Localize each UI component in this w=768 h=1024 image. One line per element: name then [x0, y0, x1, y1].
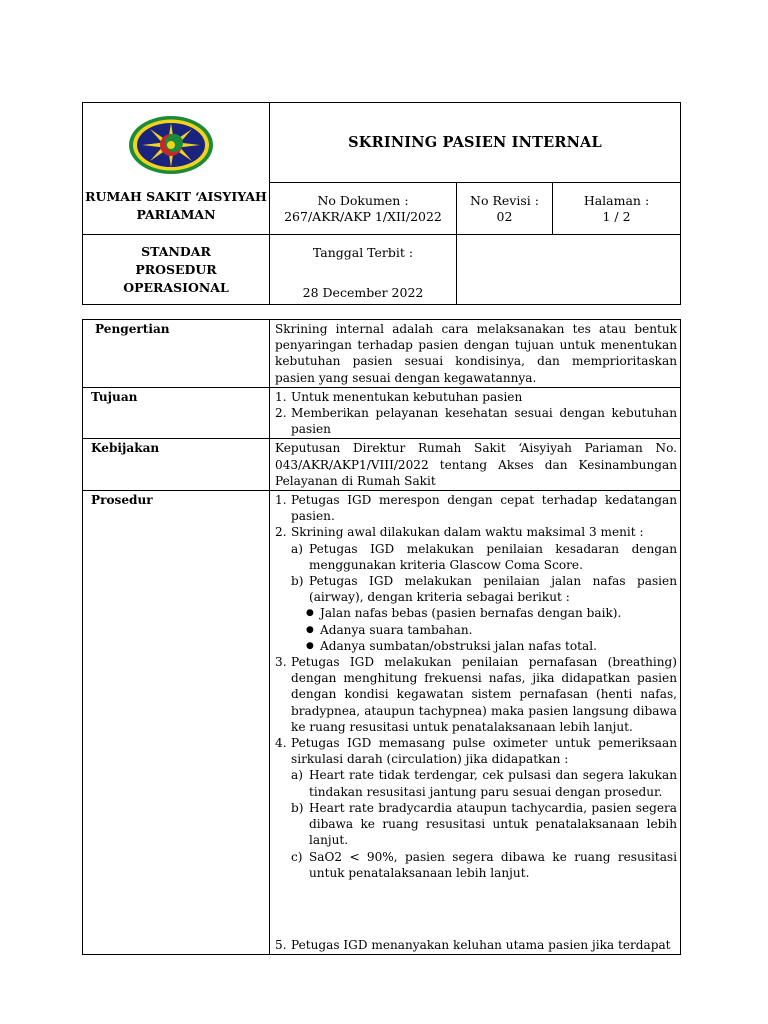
hospital-name-line1: RUMAH SAKIT ‘AISYIYAH — [85, 189, 267, 204]
item-number: 3. — [275, 655, 287, 670]
bullet-item — [275, 605, 677, 621]
row-tujuan — [83, 387, 681, 439]
item-number: 4. — [275, 736, 287, 751]
item-text: Skrining awal dilakukan dalam waktu maksimal 3 menit : — [291, 525, 644, 540]
sub-item-text: Heart rate tidak terdengar, cek pulsasi dan segera lakukan tindakan resusitasi jantung paru sesuai dengan prosedur. — [309, 768, 677, 799]
hospital-identity-cell — [83, 103, 270, 235]
sub-item — [275, 849, 677, 881]
item-text: Memberikan pelayanan kesehatan sesuai dengan kebutuhan pasien — [291, 406, 677, 437]
no-revisi-value: 02 — [496, 208, 513, 224]
no-dokumen-cell — [270, 183, 457, 235]
document-title: SKRINING PASIEN INTERNAL — [270, 103, 681, 183]
item-text: Petugas IGD melakukan penilaian pernafasan (breathing) dengan menghitung frekuensi nafas, jika didapatkan pasien dengan kondisi kegawatan sistem pernafasan (henti nafas, bradypnea, ataupun tachypnea) maka pasien langsung dibawa ke ruang resusitasi untuk penatalaksanaan lebih lanjut. — [291, 655, 677, 734]
sub-item-letter: c) — [291, 849, 303, 864]
prosedur-label: Prosedur — [83, 491, 270, 955]
list-item — [275, 405, 677, 437]
sop-line1: STANDAR — [141, 243, 211, 259]
sub-item-letter: a) — [291, 768, 303, 783]
prosedur-content — [270, 491, 681, 955]
item-number: 2. — [275, 525, 287, 540]
tujuan-label: Tujuan — [83, 387, 270, 439]
sub-item-letter: b) — [291, 574, 304, 589]
sub-item-text: Petugas IGD melakukan penilaian jalan nafas pasien (airway), dengan kriteria sebagai berikut : — [309, 574, 677, 605]
kebijakan-label: Kebijakan — [83, 439, 270, 491]
bullet-icon: ● — [306, 608, 314, 619]
tanggal-terbit-label: Tanggal Terbit : — [312, 245, 414, 260]
sub-item — [275, 573, 677, 605]
bullet-item — [275, 638, 677, 654]
bullet-icon: ● — [306, 640, 314, 651]
empty-cell — [457, 235, 681, 305]
item-number: 1. — [275, 389, 287, 404]
bullet-text: Adanya suara tambahan. — [320, 622, 473, 637]
blank-spacer — [275, 881, 677, 937]
bullet-icon: ● — [306, 624, 314, 635]
row-kebijakan — [83, 439, 681, 491]
tujuan-content — [270, 387, 681, 439]
row-pengertian — [83, 320, 681, 388]
sub-item-text: Petugas IGD melakukan penilaian kesadaran dengan menggunakan kriteria Glascow Coma Score. — [309, 541, 677, 572]
item-text: Petugas IGD memasang pulse oximeter untuk pemeriksaan sirkulasi darah (circulation) jika didapatkan : — [291, 736, 677, 767]
bullet-text: Adanya sumbatan/obstruksi jalan nafas total. — [320, 638, 597, 653]
sop-line3: OPERASIONAL — [123, 279, 229, 295]
halaman-label: Halaman : — [583, 192, 650, 208]
item-number: 5. — [275, 937, 287, 952]
bullet-text: Jalan nafas bebas (pasien bernafas dengan baik). — [320, 606, 622, 621]
list-item — [275, 389, 677, 405]
item-number: 1. — [275, 493, 287, 508]
sub-item-letter: b) — [291, 800, 304, 815]
item-text: Untuk menentukan kebutuhan pasien — [291, 389, 523, 404]
item-text: Petugas IGD merespon dengan cepat terhadap kedatangan pasien. — [291, 493, 677, 524]
sub-item — [275, 800, 677, 849]
bullet-item — [275, 622, 677, 638]
sop-cell — [83, 235, 270, 305]
item-text: Petugas IGD menanyakan keluhan utama pasien jika terdapat — [291, 937, 671, 952]
sub-item-text: Heart rate bradycardia ataupun tachycardia, pasien segera dibawa ke ruang resusitasi untuk penatalaksanaan lebih lanjut. — [309, 800, 677, 848]
hospital-logo — [128, 115, 214, 179]
halaman-cell — [553, 183, 681, 235]
no-dokumen-label: No Dokumen : — [317, 192, 409, 208]
list-item — [275, 492, 677, 524]
sop-line2: PROSEDUR — [135, 261, 217, 277]
sub-item — [275, 541, 677, 573]
pengertian-text: Skrining internal adalah cara melaksanakan tes atau bentuk penyaringan terhadap pasien dengan tujuan untuk menentukan kebutuhan pasien sesuai kondisinya, dan memprioritaskan pasien yang sesuai dengan kegawatannya. — [270, 320, 681, 388]
sub-item-text: SaO2 < 90%, pasien segera dibawa ke ruang resusitasi untuk penatalaksanaan lebih lanjut. — [309, 849, 677, 880]
tanggal-terbit-cell — [270, 235, 457, 305]
list-item — [275, 654, 677, 735]
list-item — [275, 937, 677, 953]
sub-item-letter: a) — [291, 541, 303, 556]
pengertian-label: Pengertian — [83, 320, 270, 388]
hospital-name-line2: PARIAMAN — [136, 207, 216, 222]
kebijakan-text: Keputusan Direktur Rumah Sakit ‘Aisyiyah Pariaman No. 043/AKR/AKP1/VIII/2022 tentang Akses dan Kesinambungan Pelayanan di Rumah Sakit — [270, 439, 681, 491]
sop-content-table — [82, 319, 681, 955]
document-header — [82, 102, 681, 305]
sub-item — [275, 767, 677, 799]
list-item — [275, 735, 677, 767]
hospital-logo-icon — [128, 115, 214, 175]
item-number: 2. — [275, 406, 287, 421]
no-dokumen-value: 267/AKR/AKP 1/XII/2022 — [284, 208, 442, 224]
list-item — [275, 524, 677, 540]
no-revisi-cell — [457, 183, 553, 235]
no-revisi-label: No Revisi : — [470, 192, 539, 208]
tanggal-terbit-value: 28 December 2022 — [302, 285, 424, 300]
row-prosedur — [83, 491, 681, 955]
halaman-value: 1 / 2 — [602, 208, 631, 224]
